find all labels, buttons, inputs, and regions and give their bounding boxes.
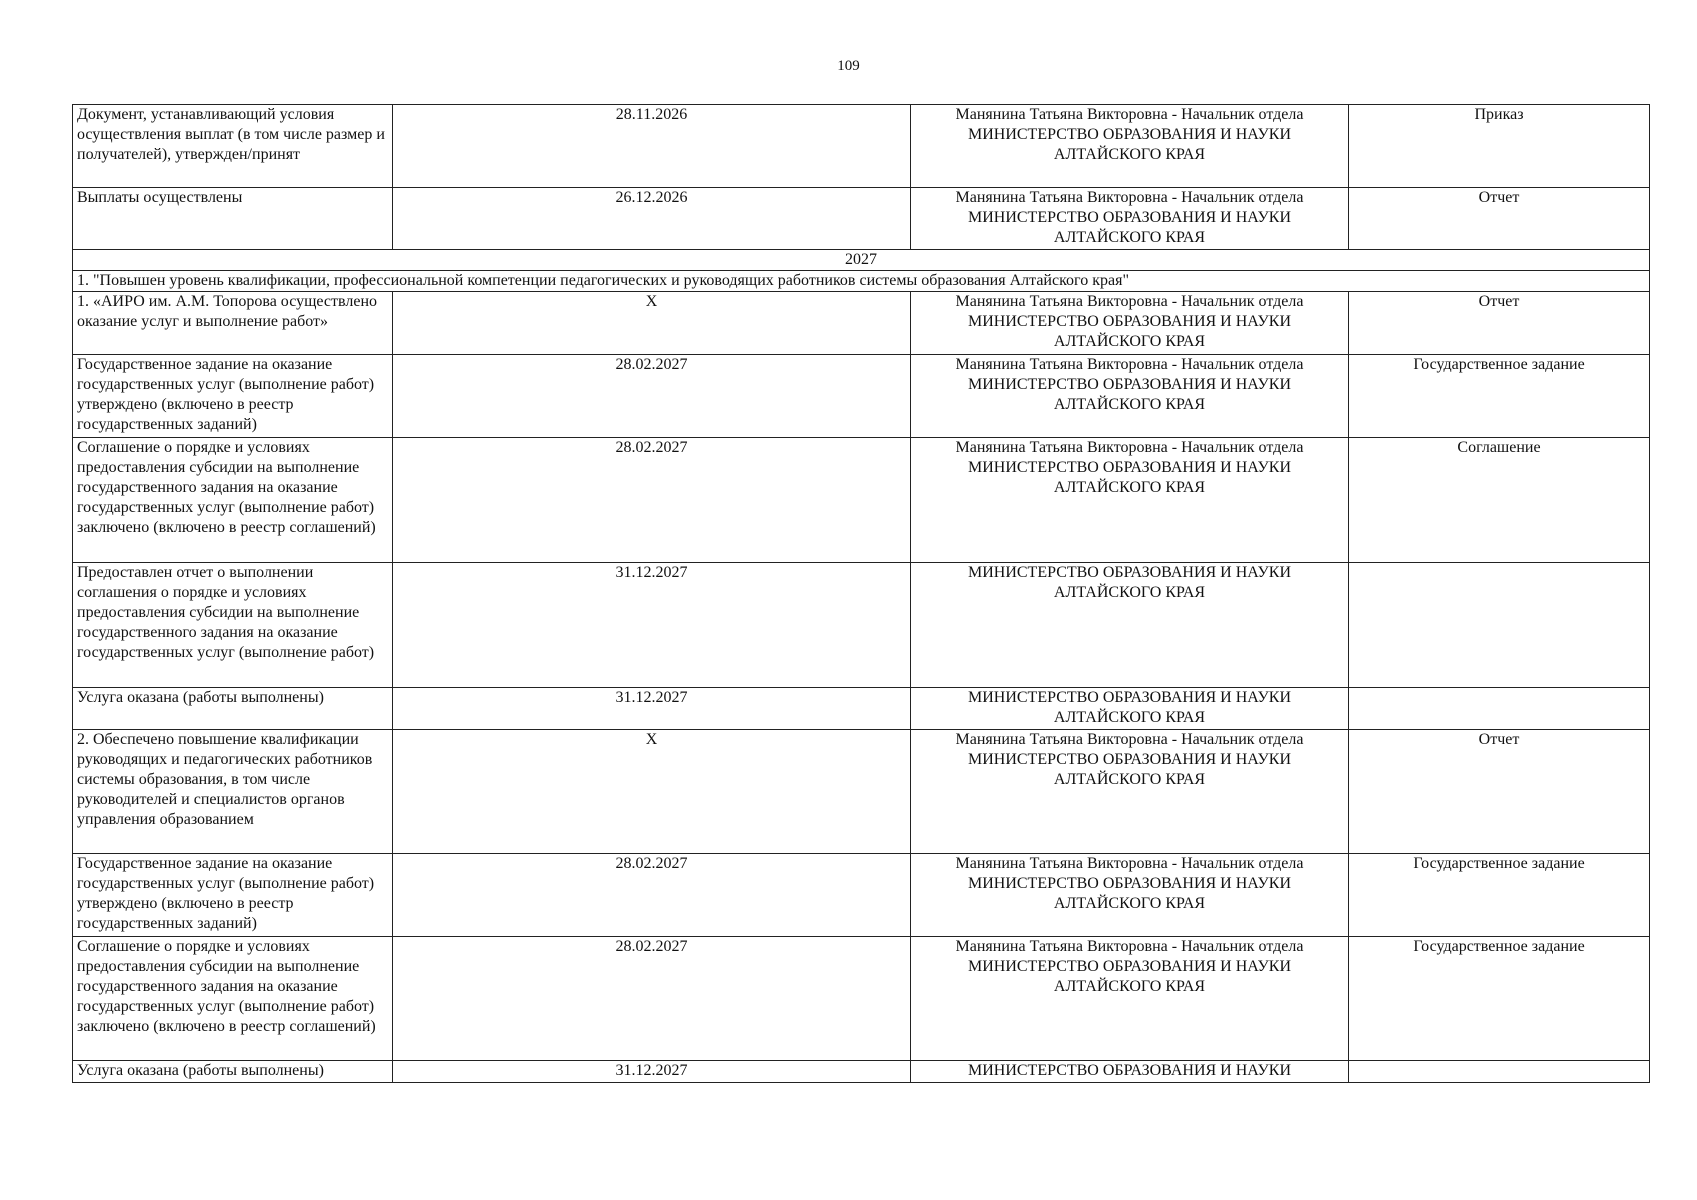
table-row	[73, 188, 1650, 250]
document-type-cell: Государственное задание	[1349, 355, 1650, 438]
event-name-cell: 1. «АИРО им. А.М. Топорова осуществлено оказание услуг и выполнение работ»	[73, 292, 393, 355]
year-label: 2027	[73, 250, 1650, 271]
document-type-cell	[1349, 688, 1650, 730]
responsible-cell: МИНИСТЕРСТВО ОБРАЗОВАНИЯ И НАУКИ	[911, 1061, 1349, 1083]
date-cell: 28.02.2027	[393, 854, 911, 937]
document-type-cell: Государственное задание	[1349, 937, 1650, 1061]
responsible-cell: Манянина Татьяна Викторовна - Начальник отдела МИНИСТЕРСТВО ОБРАЗОВАНИЯ И НАУКИ АЛТАЙСКОГО КРАЯ	[911, 730, 1349, 854]
plan-table	[72, 104, 1650, 1083]
date-cell: 28.02.2027	[393, 438, 911, 563]
responsible-cell: Манянина Татьяна Викторовна - Начальник отдела МИНИСТЕРСТВО ОБРАЗОВАНИЯ И НАУКИ АЛТАЙСКОГО КРАЯ	[911, 355, 1349, 438]
table-row	[73, 438, 1650, 563]
date-cell: 31.12.2027	[393, 688, 911, 730]
document-type-cell: Соглашение	[1349, 438, 1650, 563]
responsible-cell: Манянина Татьяна Викторовна - Начальник отдела МИНИСТЕРСТВО ОБРАЗОВАНИЯ И НАУКИ АЛТАЙСКОГО КРАЯ	[911, 292, 1349, 355]
event-name-cell: 2. Обеспечено повышение квалификации руководящих и педагогических работников системы образования, в том числе руководителей и специалистов органов управления образованием	[73, 730, 393, 854]
event-name-cell: Соглашение о порядке и условиях предоставления субсидии на выполнение государственного задания на оказание государственных услуг (выполнение работ) заключено (включено в реестр соглашений)	[73, 438, 393, 563]
responsible-cell: Манянина Татьяна Викторовна - Начальник отдела МИНИСТЕРСТВО ОБРАЗОВАНИЯ И НАУКИ АЛТАЙСКОГО КРАЯ	[911, 188, 1349, 250]
event-name-cell: Предоставлен отчет о выполнении соглашения о порядке и условиях предоставления субсидии на выполнение государственного задания на оказание государственных услуг (выполнение работ)	[73, 563, 393, 688]
table-row	[73, 730, 1650, 854]
document-type-cell	[1349, 1061, 1650, 1083]
event-name-cell: Соглашение о порядке и условиях предоставления субсидии на выполнение государственного задания на оказание государственных услуг (выполнение работ) заключено (включено в реестр соглашений)	[73, 937, 393, 1061]
date-cell: X	[393, 292, 911, 355]
table-row	[73, 1061, 1650, 1083]
document-type-cell: Государственное задание	[1349, 854, 1650, 937]
date-cell: 28.02.2027	[393, 355, 911, 438]
page-number: 109	[837, 58, 860, 74]
year-row	[73, 250, 1650, 271]
table-row	[73, 937, 1650, 1061]
event-name-cell: Выплаты осуществлены	[73, 188, 393, 250]
table-row	[73, 105, 1650, 188]
responsible-cell: МИНИСТЕРСТВО ОБРАЗОВАНИЯ И НАУКИ АЛТАЙСКОГО КРАЯ	[911, 688, 1349, 730]
date-cell: 28.11.2026	[393, 105, 911, 188]
table-row	[73, 563, 1650, 688]
responsible-cell: МИНИСТЕРСТВО ОБРАЗОВАНИЯ И НАУКИ АЛТАЙСКОГО КРАЯ	[911, 563, 1349, 688]
date-cell: 28.02.2027	[393, 937, 911, 1061]
responsible-cell: Манянина Татьяна Викторовна - Начальник отдела МИНИСТЕРСТВО ОБРАЗОВАНИЯ И НАУКИ АЛТАЙСКОГО КРАЯ	[911, 105, 1349, 188]
table-row	[73, 688, 1650, 730]
document-type-cell: Отчет	[1349, 292, 1650, 355]
date-cell: 26.12.2026	[393, 188, 911, 250]
date-cell: 31.12.2027	[393, 1061, 911, 1083]
event-name-cell: Государственное задание на оказание государственных услуг (выполнение работ) утверждено (включено в реестр государственных заданий)	[73, 854, 393, 937]
event-name-cell: Услуга оказана (работы выполнены)	[73, 688, 393, 730]
document-type-cell: Отчет	[1349, 188, 1650, 250]
responsible-cell: Манянина Татьяна Викторовна - Начальник отдела МИНИСТЕРСТВО ОБРАЗОВАНИЯ И НАУКИ АЛТАЙСКОГО КРАЯ	[911, 438, 1349, 563]
document-type-cell	[1349, 563, 1650, 688]
responsible-cell: Манянина Татьяна Викторовна - Начальник отдела МИНИСТЕРСТВО ОБРАЗОВАНИЯ И НАУКИ АЛТАЙСКОГО КРАЯ	[911, 854, 1349, 937]
date-cell: X	[393, 730, 911, 854]
section-title: 1. "Повышен уровень квалификации, профессиональной компетенции педагогических и руководящих работников системы образования Алтайского края"	[73, 271, 1650, 292]
event-name-cell: Государственное задание на оказание государственных услуг (выполнение работ) утверждено (включено в реестр государственных заданий)	[73, 355, 393, 438]
table-row	[73, 854, 1650, 937]
event-name-cell: Документ, устанавливающий условия осуществления выплат (в том числе размер и получателей), утвержден/принят	[73, 105, 393, 188]
table-row	[73, 292, 1650, 355]
responsible-cell: Манянина Татьяна Викторовна - Начальник отдела МИНИСТЕРСТВО ОБРАЗОВАНИЯ И НАУКИ АЛТАЙСКОГО КРАЯ	[911, 937, 1349, 1061]
document-type-cell: Отчет	[1349, 730, 1650, 854]
date-cell: 31.12.2027	[393, 563, 911, 688]
document-type-cell: Приказ	[1349, 105, 1650, 188]
event-name-cell: Услуга оказана (работы выполнены)	[73, 1061, 393, 1083]
table-row	[73, 355, 1650, 438]
section-row	[73, 271, 1650, 292]
